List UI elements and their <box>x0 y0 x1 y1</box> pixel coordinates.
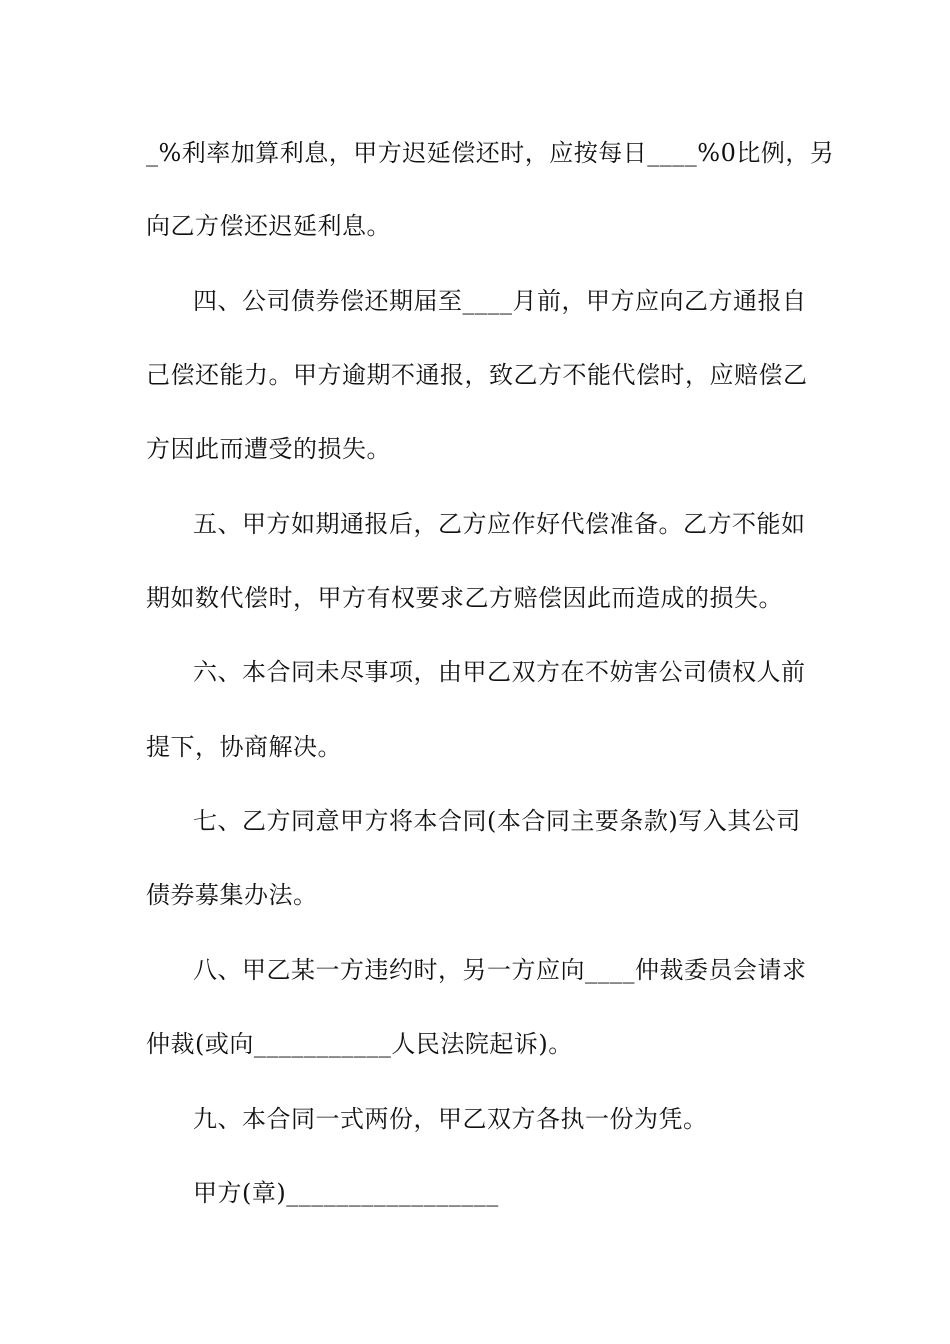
text-line: 方因此而遭受的损失。 <box>146 435 391 463</box>
text-line: 八、甲乙某一方违约时，另一方应向____仲裁委员会请求 <box>193 956 807 984</box>
signature-line: 甲方(章)_________________ <box>193 1179 499 1207</box>
text-line: _%利率加算利息，甲方迟延偿还时，应按每日____%0比例，另 <box>146 139 835 167</box>
text-line: 九、本合同一式两份，甲乙双方各执一份为凭。 <box>193 1105 708 1133</box>
text-line: 向乙方偿还迟延利息。 <box>146 212 391 240</box>
text-line: 六、本合同未尽事项，由甲乙双方在不妨害公司债权人前 <box>193 658 806 686</box>
text-line: 四、公司债券偿还期届至____月前，甲方应向乙方通报自 <box>193 287 807 315</box>
text-line: 提下，协商解决。 <box>146 733 342 761</box>
text-line: 期如数代偿时，甲方有权要求乙方赔偿因此而造成的损失。 <box>146 584 783 612</box>
text-line: 仲裁(或向___________人民法院起诉)。 <box>146 1030 573 1058</box>
text-line: 七、乙方同意甲方将本合同(本合同主要条款)写入其公司 <box>193 807 801 835</box>
text-line: 债券募集办法。 <box>146 881 318 909</box>
text-line: 己偿还能力。甲方逾期不通报，致乙方不能代偿时，应赔偿乙 <box>146 361 808 389</box>
text-line: 五、甲方如期通报后，乙方应作好代偿准备。乙方不能如 <box>193 510 806 538</box>
